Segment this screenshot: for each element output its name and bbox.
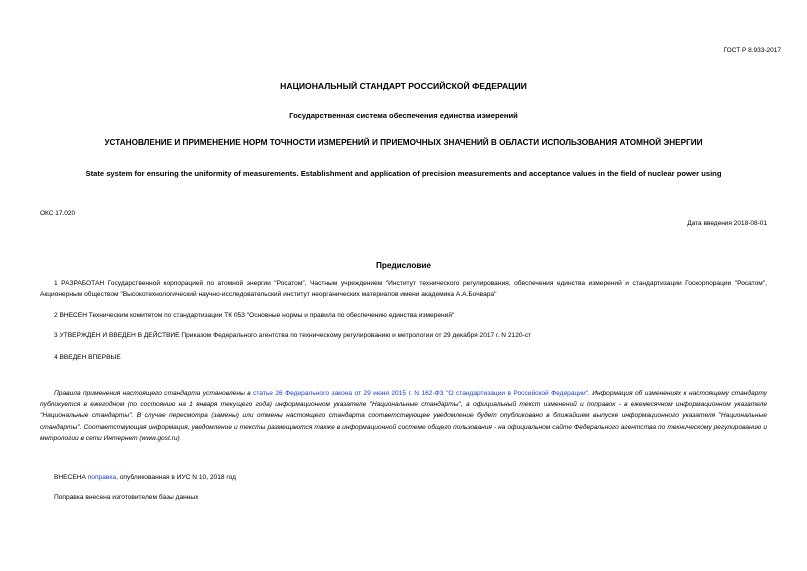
amendment-prefix: ВНЕСЕНА bbox=[54, 474, 88, 481]
amendment-note: Поправка внесена изготовителем базы данных bbox=[54, 494, 199, 501]
document-code: ГОСТ Р 8.933-2017 bbox=[723, 47, 781, 54]
oks-code: ОКС 17.020 bbox=[40, 210, 76, 217]
amendment-line bbox=[54, 474, 236, 481]
foreword-item-3-text: 3 УТВЕРЖДЕН И ВВЕДЕН В ДЕЙСТВИЕ Приказом Федерального агентства по техническому регулированию и метрологии от 29 декабря 2017 г. N 2120-ст bbox=[54, 332, 532, 339]
federal-law-link[interactable]: статье 26 Федерального закона от 29 июня 2015 г. N 162-ФЗ "О стандартизации в Российской Федерации" bbox=[253, 390, 589, 397]
amendment-link[interactable]: поправка bbox=[87, 474, 117, 481]
foreword-item-3 bbox=[40, 330, 767, 341]
national-standard-title: НАЦИОНАЛЬНЫЙ СТАНДАРТ РОССИЙСКОЙ ФЕДЕРАЦИИ bbox=[280, 81, 527, 91]
foreword-item-1 bbox=[40, 278, 767, 300]
foreword-heading: Предисловие bbox=[376, 261, 431, 270]
system-title: Государственная система обеспечения единства измерений bbox=[289, 111, 518, 120]
intro-date: Дата введения 2018-08-01 bbox=[687, 220, 767, 227]
foreword-item-1-text: 1 РАЗРАБОТАН Государственной корпорацией по атомной энергии "Росатом", Частным учреждением "Институт технического регулирования, обеспечения единства измерений и стандартизации Госкорпорации "Росатом", Акционерным обществом "Высокотехнологический научно-исследовательский институт неорганических материалов имени академика А.А.Бочвара" bbox=[40, 280, 767, 298]
amendment-suffix: , опубликованная в ИУС N 10, 2018 год bbox=[116, 474, 236, 481]
foreword-item-4 bbox=[40, 352, 767, 363]
foreword-item-2-text: 2 ВНЕСЕН Техническим комитетом по стандартизации ТК 053 "Основные нормы и правила по обеспечению единства измерений" bbox=[54, 312, 455, 319]
rules-text-part1: Правила применения настоящего стандарта установлены в bbox=[54, 390, 254, 397]
foreword-item-2 bbox=[40, 310, 767, 321]
foreword-item-4-text: 4 ВВЕДЕН ВПЕРВЫЕ bbox=[54, 354, 121, 361]
rules-text-part2: . Информация об изменениях к настоящему стандарту публикуется в ежегодном (по состоянию на 1 января текущего года) информационном указателе "Национальные стандарты", а официальный текст изменений и поправок - в ежемесячном информационном указателе "Национальные стандарты". В случае пересмотра (замены) или отмены настоящего стандарта соответствующее уведомление будет опубликовано в ближайшем выпуске информационного указателя "Национальные стандарты". Соответствующая информация, уведомление и тексты размещаются также в информационной системе общего пользования - на официальном сайте Федерального агентства по техническому регулированию и метрологии в сети Интернет (www.gost.ru) bbox=[40, 390, 768, 442]
application-rules-paragraph bbox=[40, 388, 767, 444]
main-title-en: State system for ensuring the uniformity of measurements. Establishment and application of precision measurements and acceptance values in the field of nuclear power using bbox=[85, 169, 722, 178]
main-title-ru: УСТАНОВЛЕНИЕ И ПРИМЕНЕНИЕ НОРМ ТОЧНОСТИ ИЗМЕРЕНИЙ И ПРИЕМОЧНЫХ ЗНАЧЕНИЙ В ОБЛАСТИ ИСПОЛЬЗОВАНИЯ АТОМНОЙ ЭНЕРГИИ bbox=[104, 138, 703, 147]
